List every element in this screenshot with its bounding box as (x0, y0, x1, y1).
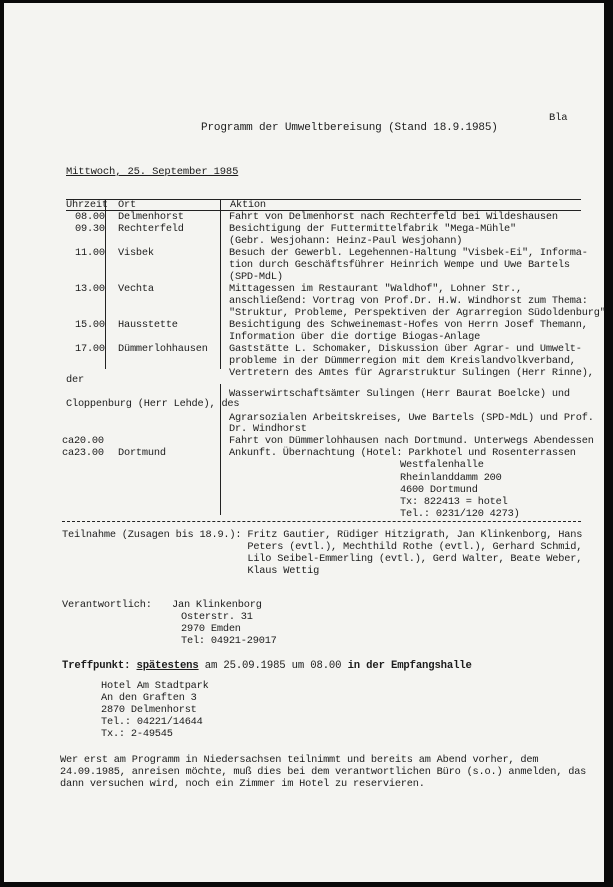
footer-line: dann versuchen wird, noch ein Zimmer im Hotel zu reservieren. (60, 778, 425, 790)
header-time: Uhrzeit (66, 199, 108, 211)
meeting-point-place: in der Empfangshalle (347, 660, 472, 672)
participants-line: Lilo Seibel-Emmerling (evtl.), Gerd Walter, Beate Weber, (62, 553, 583, 565)
hotel-line: Tx.: 2-49545 (101, 728, 173, 740)
row-place: Dortmund (118, 447, 166, 459)
row-action: Mittagessen im Restaurant "Waldhof", Lohner Str., (229, 283, 522, 295)
row-time: 11.00 (75, 247, 105, 259)
row-time: 08.00 (75, 211, 105, 223)
hotel-line: Tel.: 04221/14644 (101, 716, 203, 728)
participants-line: Teilnahme (Zusagen bis 18.9.): Fritz Gautier, Rüdiger Hitzigrath, Jan Klinkenborg, Hans (62, 529, 583, 541)
responsible-line: 2970 Emden (181, 623, 241, 635)
footer-line: 24.09.1985, anreisen möchte, muß dies bei dem verantwortlichen Büro (s.o.) anmelden, das (60, 766, 587, 778)
row-place: Delmenhorst (118, 211, 184, 223)
hotel-line: An den Graften 3 (101, 692, 197, 704)
responsible-line: Tel: 04921-29017 (181, 635, 277, 647)
row-time: 09.30 (75, 223, 105, 235)
meeting-point (62, 660, 472, 672)
participants-line: Klaus Wettig (62, 565, 320, 577)
row-action: (Gebr. Wesjohann: Heinz-Paul Wesjohann) (229, 235, 463, 247)
page-label: Bla (549, 112, 568, 124)
column-divider-place (220, 199, 221, 369)
table-bottom-rule (62, 521, 581, 522)
meeting-point-label: Treffpunkt: (62, 660, 131, 672)
row-action: Besuch der Gewerbl. Legehennen-Haltung "Visbek-Ei", Informa- (229, 247, 588, 259)
row-action: probleme in der Dümmerregion mit dem Kreislandvolkverband, (229, 355, 576, 367)
header-action: Aktion (230, 199, 266, 211)
column-divider-time (105, 199, 106, 369)
hotel-address-line: 4600 Dortmund (400, 484, 478, 496)
responsible-label: Verantwortlich: (62, 599, 152, 611)
participants-line: Peters (evtl.), Mechthild Rothe (evtl.), Gerhard Schmid, (62, 541, 583, 553)
row-action: Gaststätte L. Schomaker, Diskussion über Agrar- und Umwelt- (229, 343, 582, 355)
row-time: ca20.00 (62, 435, 104, 447)
date-heading: Mittwoch, 25. September 1985 (66, 166, 239, 178)
hotel-address-line: Tel.: 0231/120 4273) (400, 508, 520, 520)
row-place: Rechterfeld (118, 223, 184, 235)
hotel-address-line: Rheinlanddamm 200 (400, 472, 502, 484)
meeting-point-time: am 25.09.1985 um 08.00 (198, 660, 348, 672)
row-action: (SPD-MdL) (229, 271, 283, 283)
row-time: ca23.00 (62, 447, 104, 459)
row-action: Fahrt von Dümmerlohhausen nach Dortmund. Unterwegs Abendessen (229, 435, 594, 447)
document-title: Programm der Umweltbereisung (Stand 18.9.1985) (201, 122, 498, 134)
table-top-rule (66, 199, 581, 200)
row-action: tion durch Geschäftsführer Heinrich Wempe und Uwe Bartels (229, 259, 570, 271)
overflow-word: der (66, 374, 84, 386)
row-action: "Struktur, Probleme, Perspektiven der Agrarregion Südoldenburg" (229, 307, 606, 319)
meeting-point-latest: spätestens (136, 660, 199, 672)
row-action: Fahrt von Delmenhorst nach Rechterfeld bei Wildeshausen (229, 211, 558, 223)
overflow-line: Agrarsozialen Arbeitskreises, Uwe Bartels (SPD-MdL) und Prof. (229, 412, 594, 424)
row-action: Information über die dortige Biogas-Anlage (229, 331, 481, 343)
row-place: Dümmerlohhausen (118, 343, 208, 355)
responsible-line: Jan Klinkenborg (172, 599, 262, 611)
row-place: Vechta (118, 283, 154, 295)
row-time: 15.00 (75, 319, 105, 331)
hotel-line: 2870 Delmenhorst (101, 704, 197, 716)
row-action: Besichtigung der Futtermittelfabrik "Mega-Mühle" (229, 223, 516, 235)
row-action: Ankunft. Übernachtung (Hotel: Parkhotel und Rosenterrassen (229, 447, 576, 459)
row-action: Besichtigung des Schweinemast-Hofes von Herrn Josef Themann, (229, 319, 588, 331)
hotel-line: Hotel Am Stadtpark (101, 680, 209, 692)
row-place: Hausstette (118, 319, 178, 331)
overflow-line: Wasserwirtschaftsämter Sulingen (Herr Baurat Boelcke) und (229, 388, 570, 400)
row-action: anschließend: Vortrag von Prof.Dr. H.W. Windhorst zum Thema: (229, 295, 588, 307)
row-place: Visbek (118, 247, 154, 259)
row-time: 17.00 (75, 343, 105, 355)
row-time: 13.00 (75, 283, 105, 295)
overflow-line: Dr. Windhorst (229, 423, 307, 435)
hotel-address-line: Westfalenhalle (400, 459, 484, 471)
footer-line: Wer erst am Programm in Niedersachsen teilnimmt und bereits am Abend vorher, dem (60, 754, 539, 766)
row-action: Vertretern des Amtes für Agrarstruktur Sulingen (Herr Rinne), (229, 367, 594, 379)
header-place: Ort (118, 199, 136, 211)
overflow-line: Cloppenburg (Herr Lehde), des (66, 398, 240, 410)
responsible-line: Osterstr. 31 (181, 611, 253, 623)
hotel-address-line: Tx: 822413 = hotel (400, 496, 508, 508)
